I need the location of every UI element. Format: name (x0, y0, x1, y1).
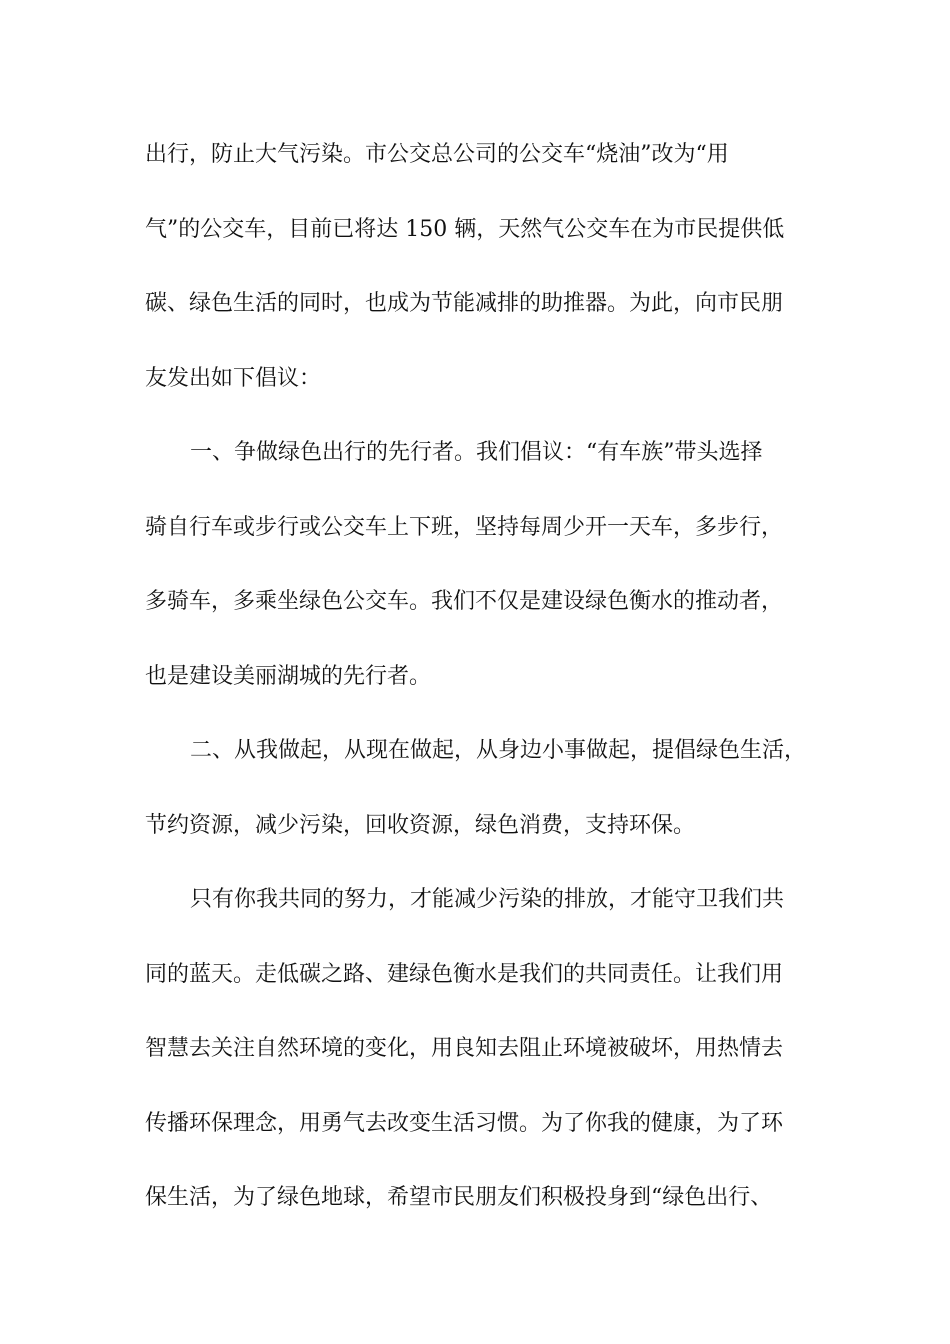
paragraph-first-line: 只有你我共同的努力，才能减少污染的排放，才能守卫我们共 (190, 887, 785, 912)
text-line: 同的蓝天。走低碳之路、建绿色衡水是我们的共同责任。让我们用 (145, 961, 784, 987)
text-line: 保生活，为了绿色地球，希望市民朋友们积极投身到“绿色出行、 (145, 1185, 773, 1210)
text-line: 出行，防止大气污染。市公交总公司的公交车“烧油”改为“用 (145, 142, 729, 167)
text-line: 智慧去关注自然环境的变化，用良知去阻止环境被破坏，用热情去 (145, 1036, 784, 1061)
paragraph-first-line: 一、争做绿色出行的先行者。我们倡议：“有车族”带头选择 (190, 440, 763, 465)
text-line: 多骑车，多乘坐绿色公交车。我们不仅是建设绿色衡水的推动者， (145, 589, 784, 614)
text-line: 碳、绿色生活的同时，也成为节能减排的助推器。为此，向市民朋 (145, 291, 784, 316)
text-line: 骑自行车或步行或公交车上下班，坚持每周少开一天车，多步行， (145, 514, 784, 540)
text-line: 节约资源，减少污染，回收资源，绿色消费，支持环保。 (145, 812, 696, 838)
text-line: 传播环保理念，用勇气去改变生活习惯。为了你我的健康，为了环 (145, 1110, 784, 1136)
paragraph-first-line: 二、从我做起，从现在做起，从身边小事做起，提倡绿色生活， (190, 738, 807, 763)
text-line: 友发出如下倡议： (145, 365, 322, 391)
text-line: 气”的公交车，目前已将达 150 辆，天然气公交车在为市民提供低 (145, 216, 785, 242)
document-body (145, 118, 825, 1236)
text-line: 也是建设美丽湖城的先行者。 (145, 663, 432, 689)
